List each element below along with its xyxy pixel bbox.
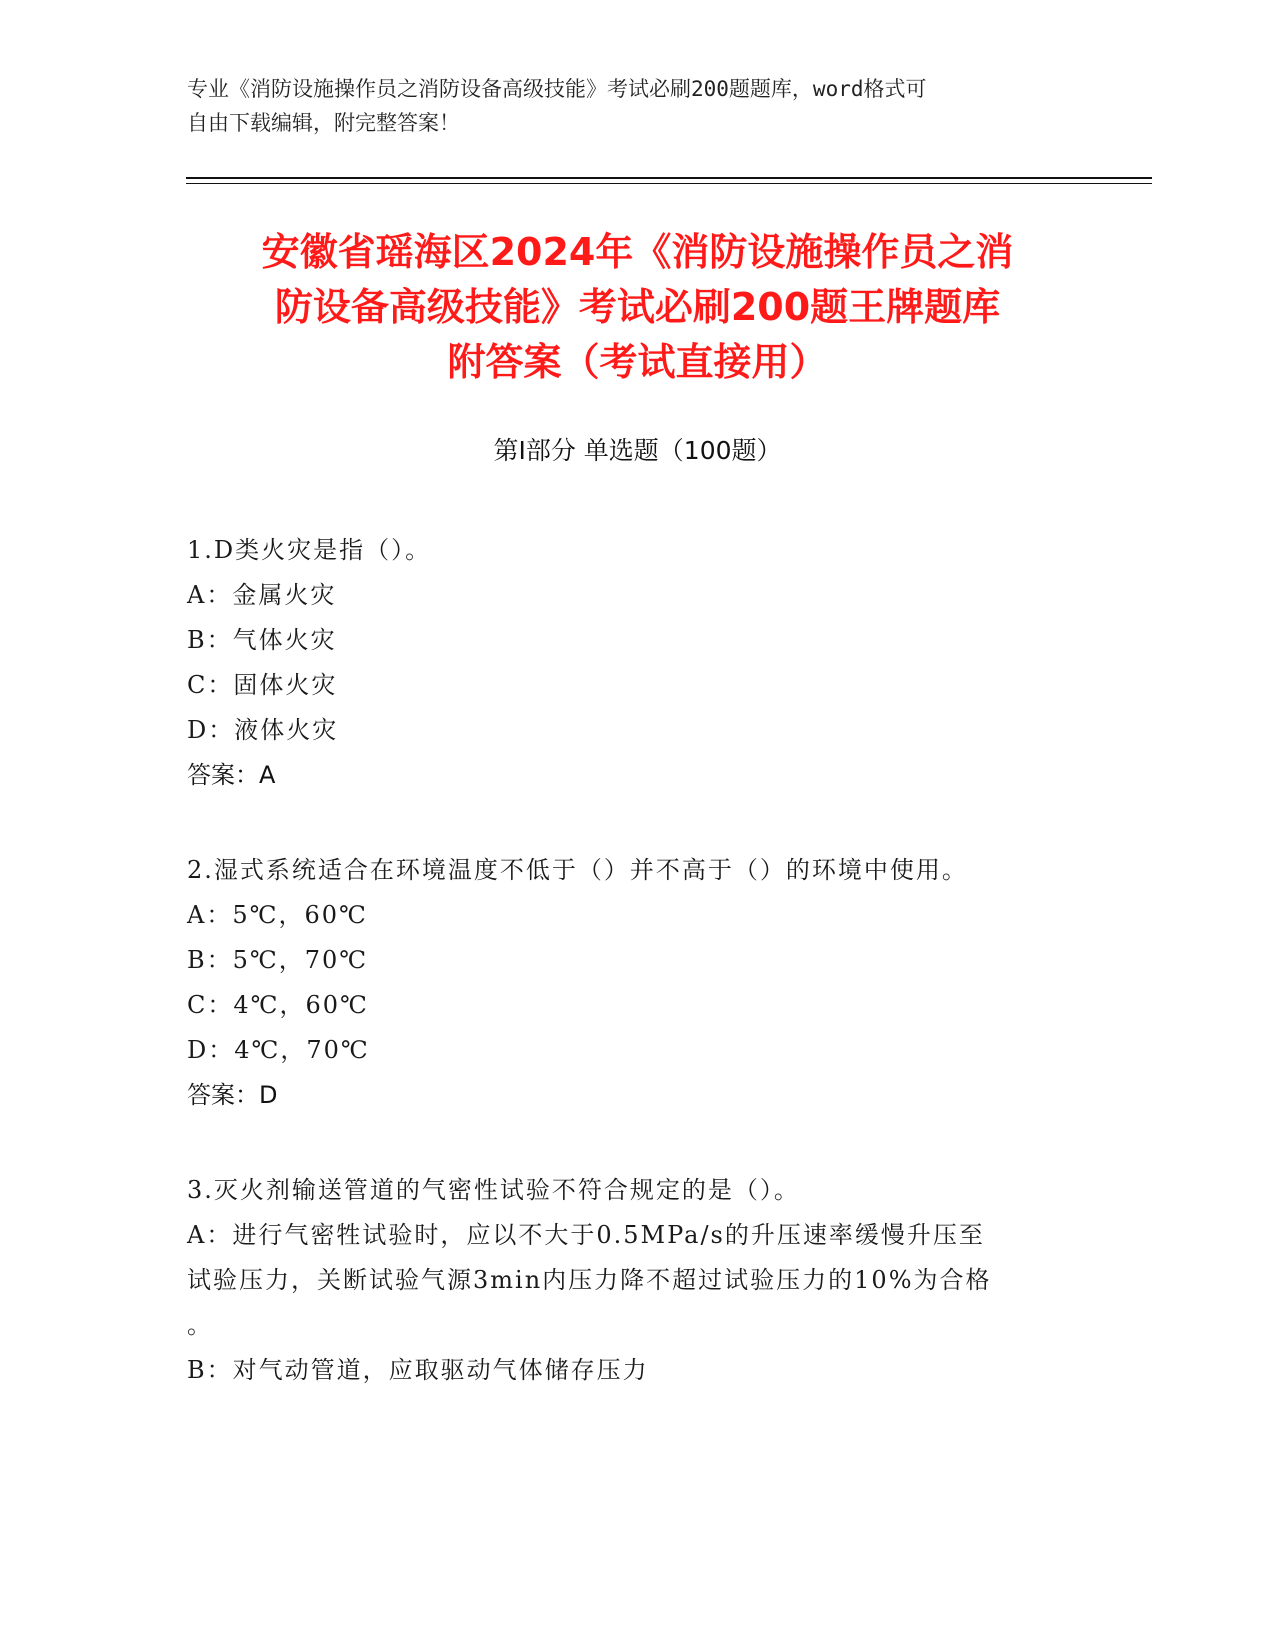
option-a-continued: 试验压力，关断试验气源3min内压力降不超过试验压力的10%为合格 — [187, 1266, 992, 1294]
question-stem: 3.灭火剂输送管道的气密性试验不符合规定的是（）。 — [187, 1176, 800, 1204]
header-divider-thick — [186, 177, 1152, 179]
option-b: B：气体火灾 — [187, 626, 337, 654]
option-a: A：进行气密牲试验时，应以不大于0.5MPa/s的升压速率缓慢升压至 — [187, 1221, 985, 1249]
option-d: D：4℃，70℃ — [187, 1036, 370, 1064]
question-list — [187, 528, 1077, 1443]
option-a: A：金属火灾 — [187, 581, 337, 609]
title-line-1: 安徽省瑶海区2024年《消防设施操作员之消 — [261, 230, 1014, 274]
option-a: A：5℃，60℃ — [187, 901, 368, 929]
document-title — [180, 225, 1095, 390]
question-2 — [187, 848, 1077, 1118]
question-3 — [187, 1168, 1077, 1393]
header-divider-thin — [186, 183, 1152, 184]
option-a-end: 。 — [187, 1311, 213, 1339]
question-stem: 1.D类火灾是指（）。 — [187, 536, 432, 564]
title-line-3: 附答案（考试直接用） — [447, 340, 828, 384]
option-b: B：对气动管道，应取驱动气体储存压力 — [187, 1356, 649, 1384]
option-c: C：固体火灾 — [187, 671, 338, 699]
question-stem: 2.湿式系统适合在环境温度不低于（）并不高于（）的环境中使用。 — [187, 856, 968, 884]
question-1 — [187, 528, 1077, 798]
answer-label: 答案：A — [187, 761, 276, 789]
header-note — [187, 72, 1067, 140]
answer-label: 答案：D — [187, 1081, 278, 1109]
header-note-line-1: 专业《消防设施操作员之消防设备高级技能》考试必刷200题题库，word格式可 — [187, 77, 927, 101]
option-d: D：液体火灾 — [187, 716, 339, 744]
option-c: C：4℃，60℃ — [187, 991, 369, 1019]
option-b: B：5℃，70℃ — [187, 946, 369, 974]
header-note-line-2: 自由下载编辑，附完整答案！ — [187, 111, 460, 135]
title-line-2: 防设备高级技能》考试必刷200题王牌题库 — [274, 285, 1001, 329]
section-heading: 第I部分 单选题（100题） — [493, 436, 782, 465]
